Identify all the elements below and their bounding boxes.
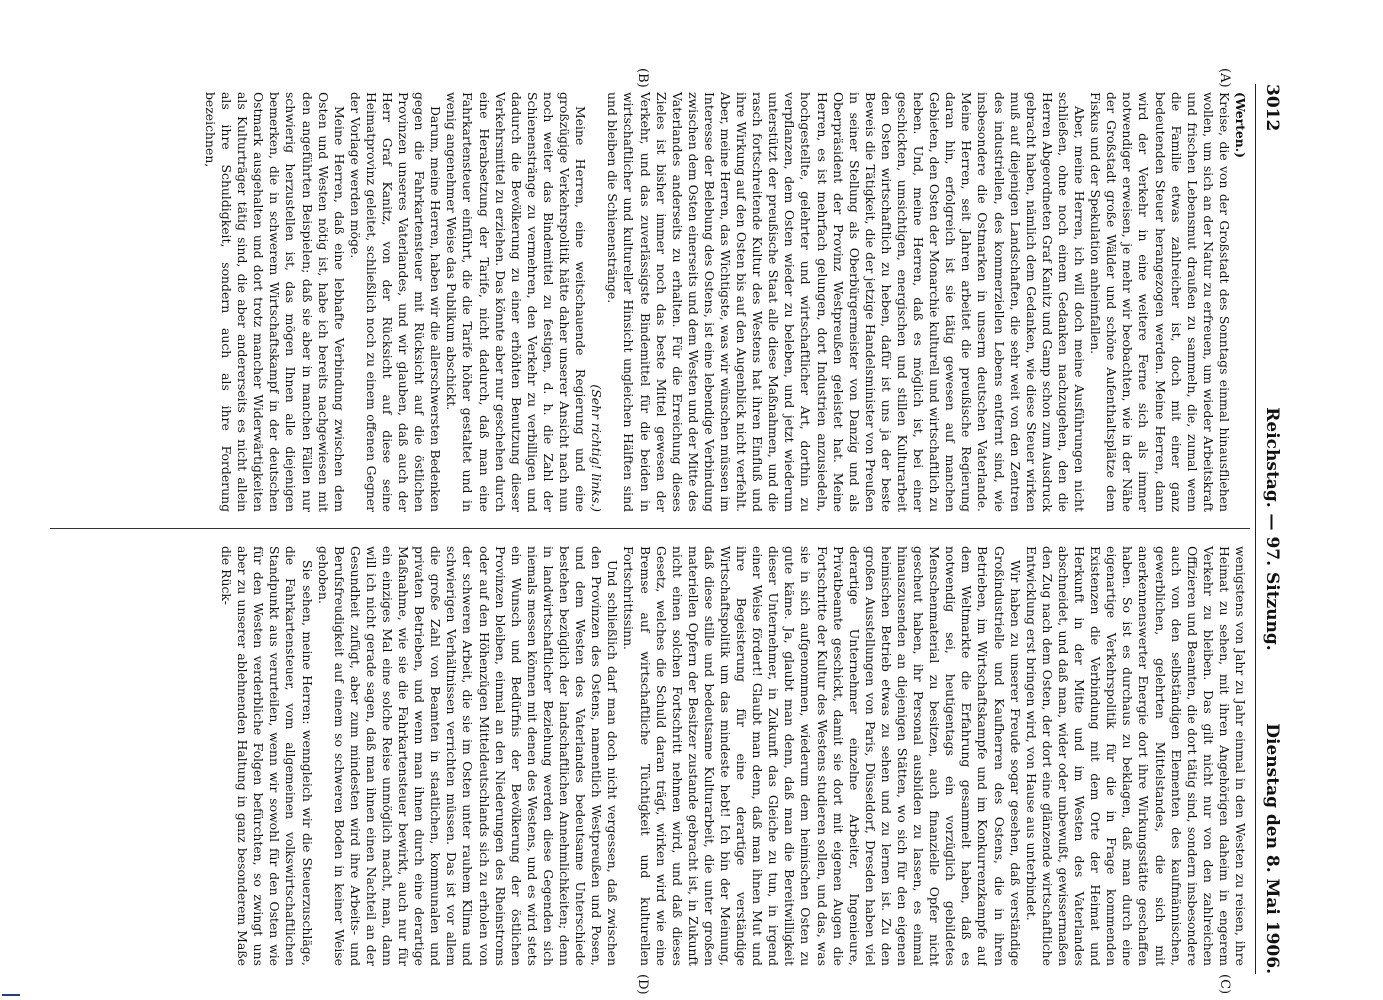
paragraph: Sie sehen, meine Herren: wenngleich wir die Steuerzuschläge, die Fahrkartensteuer, vom allgemeinen volkswirtschaftlichen Standpunkt aus verurteilen, wenn wir sowohl für den Osten wie für den Westen verderbliche Folgen befürchten, so zwingt uns aber zu unserer ablehnenden Haltung in ganz besonderem Maße die Rück- xyxy=(219,546,315,966)
margin-marker-c: (C) xyxy=(1217,974,1232,995)
session-date: Dienstag den 8. Mai 1906. xyxy=(1262,723,1282,974)
column-divider xyxy=(50,528,1250,529)
paragraph: Und schließlich darf man doch nicht vergessen, daß zwischen den Provinzen des Ostens, namentlich Westpreußen und Posen, und dem Westen des Vaterlandes bedeutsame Unterschiede bestehen bezüglich der landschaftlichen Annehmlichkeiten; denn in landwirtschaftlicher Beziehung werden diese Gegenden sich niemals messen können mit denen des Westens, und es wird stets ein Wunsch und Bedürfnis der Bevölkerung der östlichen Provinzen bleiben, einmal an den Niederungen des Rheinstroms oder auf den Höhenzügen Mitteldeutschlands sich zu erholen von der schweren Arbeit, die sie im Osten unter rauhem Klima und schwierigen Verhältnissen verrichten müssen. Das ist vor allem die große Zahl von Beamten in staatlichen, kommunalen und privaten Betrieben, und wenn man ihnen durch eine derartige Maßnahme, wie sie die Fahrkartensteuer bewirkt, auch nur für ein einziges Mal eine solche Reise unmöglich macht, man, dann will ich nicht gerade sagen, daß man ihnen einen Nachteil an der Gesundheit zufügt, aber zum mindesten wird ihre Arbeits- und Berufsfreudigkeit auf einem so schweren Boden in keiner Weise gehoben. xyxy=(315,546,621,966)
margin-marker-b: (B) xyxy=(635,68,650,88)
right-column xyxy=(53,546,1248,966)
page-header xyxy=(1256,84,1284,974)
paragraph: Wir haben zu unserer Freude sogar gesehen, daß verständige Großindustrielle und Kaufherren des Ostens, die in ihren Betrieben, im Wirtschaftskampfe und im Konkurrenzkampfe auf dem Weltmarkte die Erfahrung gesammelt haben, daß es notwendig sei, heutigentags ein vorzüglich gebildetes Menschenmaterial zu besitzen, auch finanzielle Opfer nicht gescheut haben, ihr Personal ausbilden zu lassen, es einmal hinauszusenden an diejenigen Stätten, wo sich für den eigenen heimischen Betrieb etwas zu sehen und zu lernen ist. Zu den großen Ausstellungen von Paris, Düsseldorf, Dresden haben viel derartige Unternehmer einzelne Arbeiter, Ingenieure, Privatbeamte geschickt, damit sie dort mit eigenen Augen die Fortschritte der Kultur des Westens studieren sollen, und das, was sie in sich aufgenommen, wiederum dem heimischen Osten zu gute käme. Ja, glaubt man denn, daß man die Bereitwilligkeit dieser Unternehmer, in Zukunft das Gleiche zu tun, in irgend einer Weise fördert! Glaubt man denn, daß man ihnen Mut und ihre Begeisterung für eine derartige verständige Wirtschaftspolitik um das mindeste hebt! Ich bin der Meinung, daß diese stille und bedeutsame Kulturarbeit, die unter großen materiellen Opfern der Besitzer zustande gebracht ist, in Zukunft nicht einen solchen Fortschritt nehmen wird, und daß dieses Gesetz, welches die Schuld daran trägt, wirken wird wie eine Bremse auf wirtschaftliche Tüchtigkeit und kulturellen Fortschrittssinn. xyxy=(621,546,1023,966)
paragraph: wenigstens von Jahr zu Jahr einmal in den Westen zu reisen, ihre Heimat zu sehen, mit ihren Angehörigen daheim in engerem Verkehr zu bleiben. Das gilt nicht nur von den zahlreichen Offizieren und Beamten, die dort tätig sind, sondern insbesondere auch von den selbständigen Elementen des kaufmännischen, gewerblichen, gelehrten Mittelstandes, die sich mit anerkennenswerter Energie dort ihre Wirkungsstätte geschaffen haben. So ist es durchaus zu beklagen, daß man durch eine eigenartige Verkehrspolitik für die in Frage kommenden Existenzen die Verbindung mit dem Orte der Heimat und Herkunft in der Mitte und im Westen des Vaterlandes abschneidet, und daß man, wider oder unbewußt, gewissermaßen den Zug nach dem Osten, der dort eine glänzende wirtschaftliche Entwicklung erst bringen wird, von Hause aus unterbindet. xyxy=(1023,546,1248,966)
session-title: Reichstag. — 97. Sitzung. xyxy=(1262,407,1282,651)
paragraph: Meine Herren, daß eine lebhafte Verbindung zwischen dem Osten und Westen nötig ist, habe ich bereits nachgewiesen mit den angeführten Beispielen; daß sie aber in manchen Fällen nur schwierig herzustellen ist, das mögen Ihnen alle diejenigen bemerken, die in schwerem Wirtschaftskampf in der deutschen Ostmark ausgehalten und dort trotz mancher Widerwärtigkeiten als Kulturträger tätig sind, die aber andererseits es nicht allein als ihre Schuldigkeit, sondern auch als ihre Forderung bezeichnen, xyxy=(203,92,347,512)
paragraph: Aber, meine Herren, ich will doch meine Ausführungen nicht schließen, ohne noch einem Gedanken nachzugehen, den die Herren Abgeordneten Graf Kanitz und Gamp schon zum Ausdruck gebracht haben, nämlich dem Gedanken, wie diese Steuer wirken muß auf diejenigen Landschaften, die sehr weit von den Zentren des industriellen, des kommerziellen Lebens entfernt sind, wie insbesondere die Ostmarken in unserm deutschen Vaterlande. Meine Herren, seit Jahren arbeitet die preußische Regierung daran hin, erfolgreich ist sie tätig gewesen auf manchen Gebieten, den Osten der Monarchie kulturell und wirtschaftlich zu heben. Und, meine Herren, daß es möglich ist, bei einer geschickten, umsichtigen, energischen und stillen Kulturarbeit den Osten wirtschaftlich zu heben, dafür ist uns ja der beste Beweis die Tätigkeit, die der jetzige Handelsminister von Preußen in seiner Stellung als Oberbürgermeister von Danzig und als Oberpräsident der Provinz Westpreußen geleistet hat. Meine Herren, es ist mehrfach gelungen, dort Industrien anzusiedeln, hochgestellte, gelehrter und wirtschaftlicher Art, dorthin zu verpflanzen, dem Osten wieder zu beleben, und jetzt wiederum unterstützt der preußische Staat alle diese Maßnahmen, und die rasch fortschreitende Kultur des Westens hat ihren Einfluß und ihre Wirkung auf den Osten bis auf den Augenblick nicht verfehlt. Aber, meine Herren, das Wichtigste, was wir wünschen müssen im Interesse der Belebung des Ostens, ist eine lebendige Verbindung zwischen dem Osten einerseits und dem Westen und der Mitte des Vaterlandes anderseits zu erhalten. Für die Erreichung dieses Zieles ist bisher immer noch das beste Mittel gewesen der Verkehr, und das zuverlässigste Bindemittel für die beiden in wirtschaftlicher und kultureller Hinsicht ungleichen Hälften sind und bleiben die Schienenstränge. xyxy=(605,92,1088,512)
margin-marker-a: (A) xyxy=(1217,68,1232,88)
interjection: (Sehr richtig! links.) xyxy=(589,384,605,512)
header-rule xyxy=(1255,84,1256,974)
margin-marker-d: (D) xyxy=(635,974,650,995)
paragraph: Darum, meine Herren, haben wir die allerschwersten Bedenken gegen die Fahrkartensteuer mit Rücksicht auf die östlichen Provinzen unseres Vaterlandes, und wir glauben, daß auch der Herr Graf Kanitz, von der Rücksicht auf diese seine Heimatprovinz geleitet, schließlich noch zu einem offenen Gegner der Vorlage werden möge. xyxy=(347,92,444,512)
page-number: 3012 xyxy=(1262,84,1282,132)
paragraph: Kreise, die von der Großstadt des Sonntags einmal hinausfliehen wollen, um sich an der Natur zu erfreuen, um wieder Arbeitskraft und frischen Lebensmut draußen zu sammeln, die, zumal wenn die Familie etwas zahlreicher ist, doch mit einer ganz bedeutenden Steuer herangezogen werden. Meine Herren, dann wird der Verkehr in eine weitere Ferne sich als immer notwendiger erweisen, je mehr wir beobachten, wie in der Nähe der Großstadt große Wälder und schöne Aufenthaltsplätze dem Fiskus und der Spekulation anheimfallen. xyxy=(1088,92,1232,512)
document-page xyxy=(0,64,1290,994)
speaker-label: (Werten.) xyxy=(1233,92,1248,158)
paragraph: Meine Herren, eine weitschauende Regierung und eine großzügige Verkehrspolitik hätte daher unserer Ansicht nach nun noch weiter das Bindemittel zu festigen, d. h. die Zahl der Schienenstränge zu vermehren, den Verkehr zu verbilligen und dadurch die Bevölkerung zu einer erhöhten Benutzung dieser Verkehrsmittel zu erziehen. Das könnte aber nur geschehen durch eine Herabsetzung der Tarife, nicht dadurch, daß man eine Fahrkartensteuer einführt, die die Tarife höher gestaltet und in wenig angenehmer Weise das Publikum abschickt. xyxy=(444,92,589,512)
left-column xyxy=(53,92,1248,512)
